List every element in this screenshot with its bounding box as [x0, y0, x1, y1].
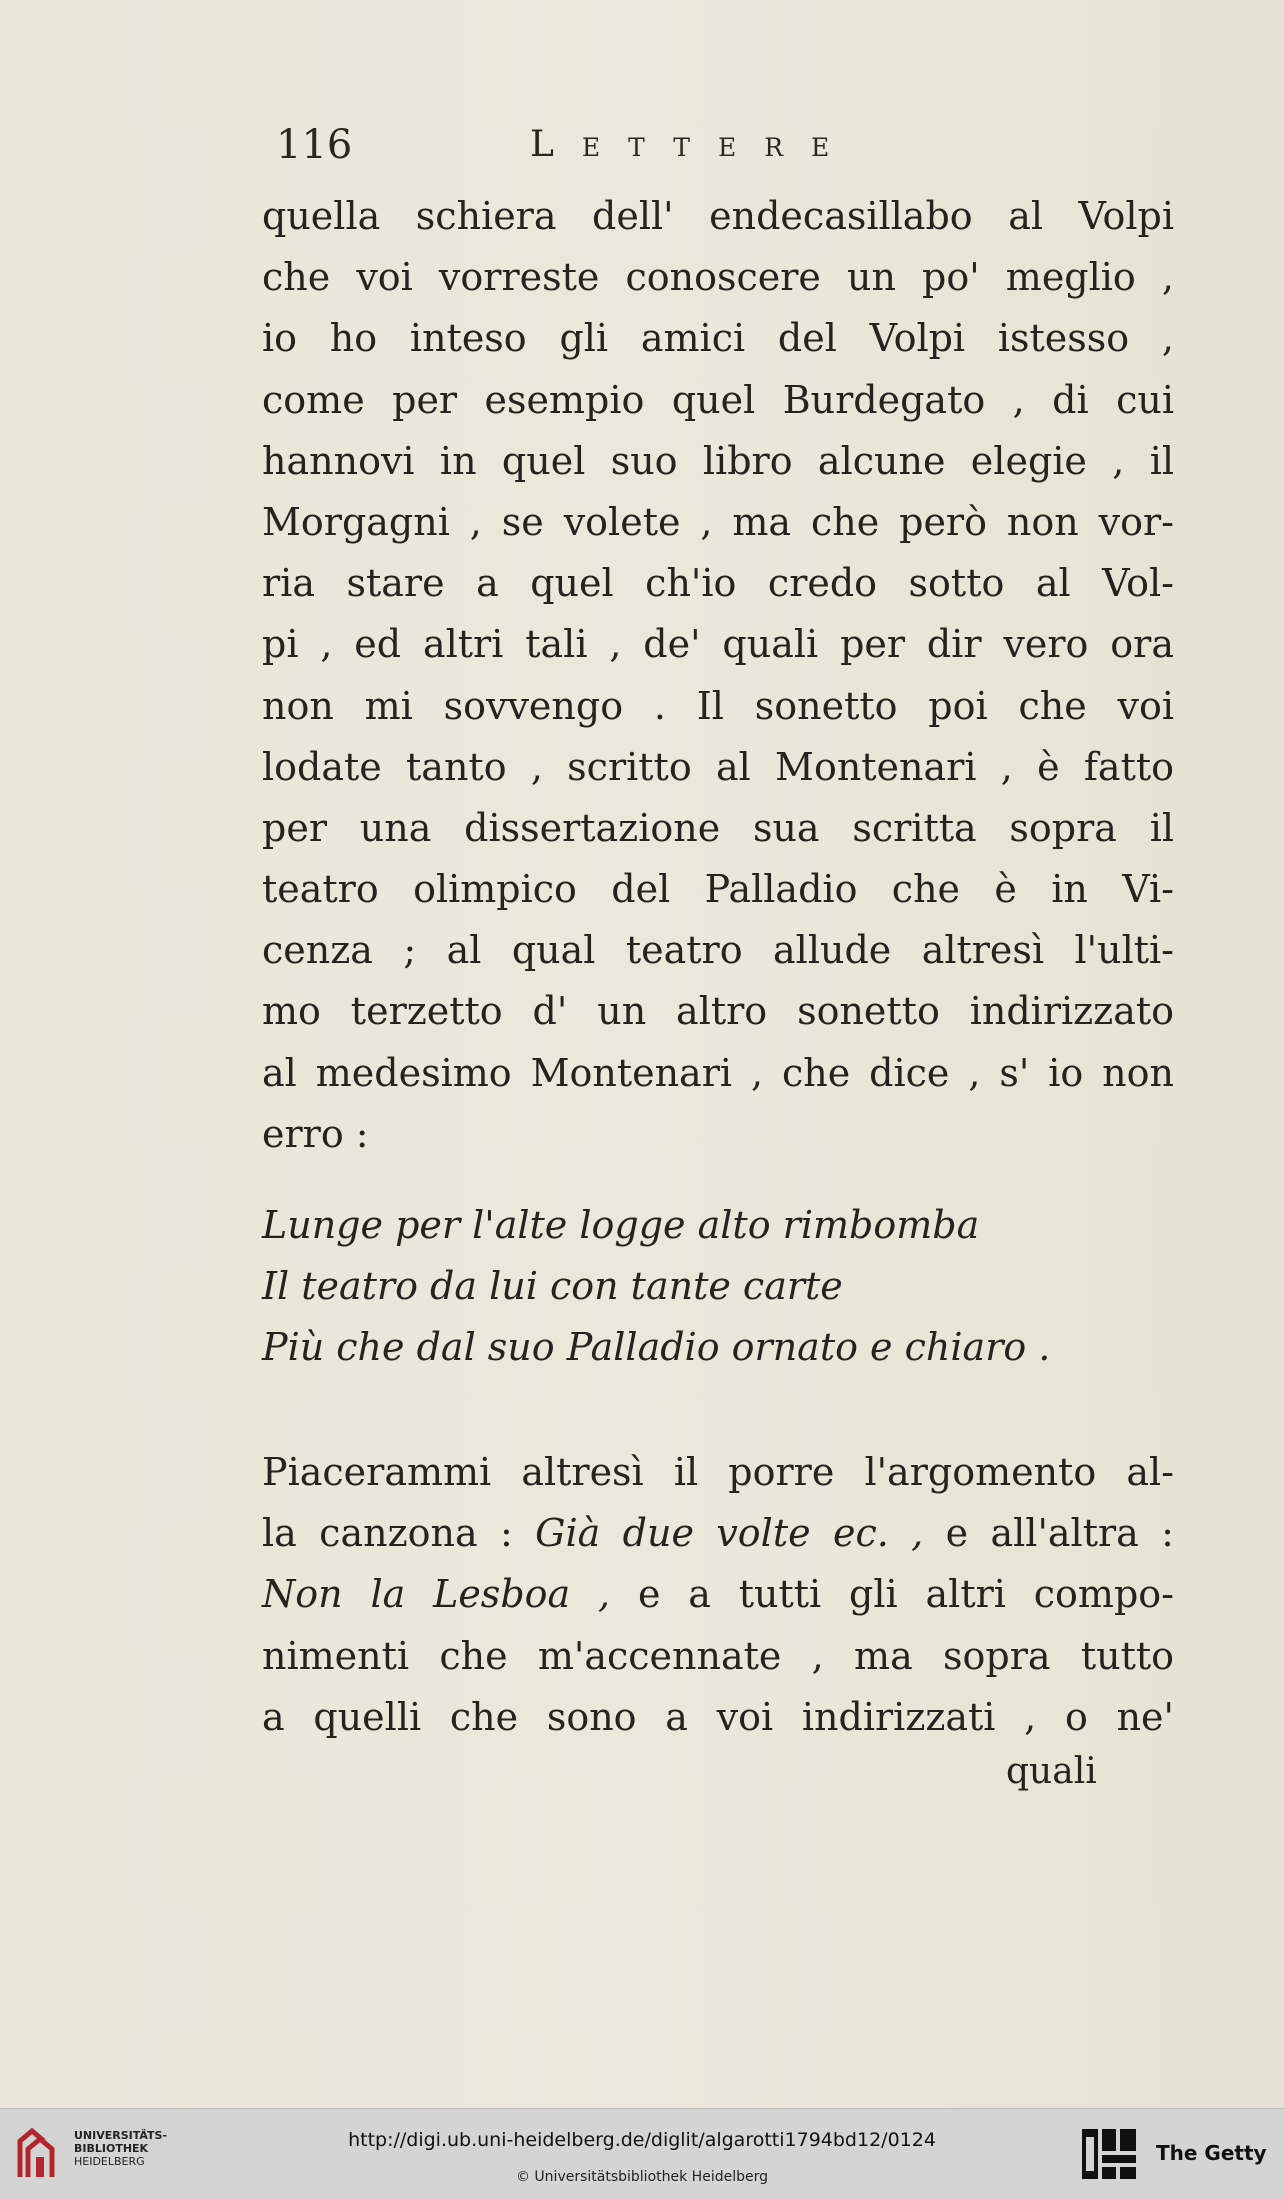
text-line: Morgagni , se volete , ma che però non vor- [262, 499, 1174, 544]
italic-title: Già due volte ec. , [535, 1511, 924, 1556]
page-number: 116 [276, 122, 353, 168]
text-line: mo terzetto d' un altro sonetto indirizzato [262, 989, 1174, 1034]
running-title: Lettere [530, 124, 858, 165]
italic-title: Non la Lesboa , [262, 1572, 611, 1617]
getty-name: The Getty [1156, 2141, 1267, 2165]
text-line: erro : [262, 1111, 369, 1156]
verse-line: Più che dal suo Palladio ornato e chiaro . [262, 1325, 1051, 1369]
text-line [262, 1564, 1174, 1625]
text-line: a quelli che sono a voi indirizzati , o ne' [262, 1694, 1174, 1739]
text-line: non mi sovvengo . Il sonetto poi che voi [262, 683, 1174, 728]
text-segment: e a tutti gli altri compo- [637, 1572, 1174, 1617]
library-name-line: UNIVERSITÄTS- [74, 2129, 168, 2142]
verse-quotation [262, 1195, 1174, 1378]
library-name-line: BIBLIOTHEK [74, 2142, 149, 2155]
text-line: teatro olimpico del Palladio che è in Vi- [262, 867, 1174, 912]
text-line: hannovi in quel suo libro alcune elegie , il [262, 438, 1174, 483]
text-line: nimenti che m'accennate , ma sopra tutto [262, 1633, 1174, 1678]
text-line: pi , ed altri tali , de' quali per dir vero ora [262, 622, 1174, 667]
text-line: per una dissertazione sua scritta sopra il [262, 805, 1174, 850]
viewer-footer [0, 2108, 1284, 2199]
text-line: lodate tanto , scritto al Montenari , è fatto [262, 744, 1174, 789]
text-line: Piacerammi altresì il porre l'argomento al- [262, 1450, 1174, 1494]
text-line: quella schiera dell' endecasillabo al Volpi [262, 194, 1174, 238]
verse-line: Lunge per l'alte logge alto rimbomba [262, 1203, 980, 1247]
library-name-line: HEIDELBERG [74, 2155, 145, 2168]
text-segment: e all'altra : [945, 1511, 1174, 1556]
text-line: come per esempio quel Burdegato , di cui [262, 377, 1174, 422]
permalink-url[interactable]: http://digi.ub.uni-heidelberg.de/diglit/algarotti1794bd12/0124 [348, 2129, 936, 2151]
text-line [262, 1503, 1174, 1564]
text-line: al medesimo Montenari , che dice , s' io non [262, 1050, 1174, 1095]
text-line: io ho inteso gli amici del Volpi istesso , [262, 316, 1174, 361]
text-segment: la canzona : [262, 1511, 513, 1556]
catchword: quali [1006, 1751, 1097, 1792]
copyright-notice: © Universitätsbibliothek Heidelberg [515, 2169, 768, 2185]
getty-logo-icon [1080, 2125, 1138, 2183]
page-header [0, 122, 1284, 182]
body-paragraph-1 [262, 186, 1174, 1165]
body-paragraph-2 [262, 1442, 1174, 1748]
text-line: che voi vorreste conoscere un po' meglio , [262, 255, 1174, 300]
text-line: ria stare a quel ch'io credo sotto al Vol- [262, 561, 1174, 606]
verse-line: Il teatro da lui con tante carte [262, 1264, 843, 1308]
text-line: cenza ; al qual teatro allude altresì l'ulti- [262, 928, 1174, 973]
